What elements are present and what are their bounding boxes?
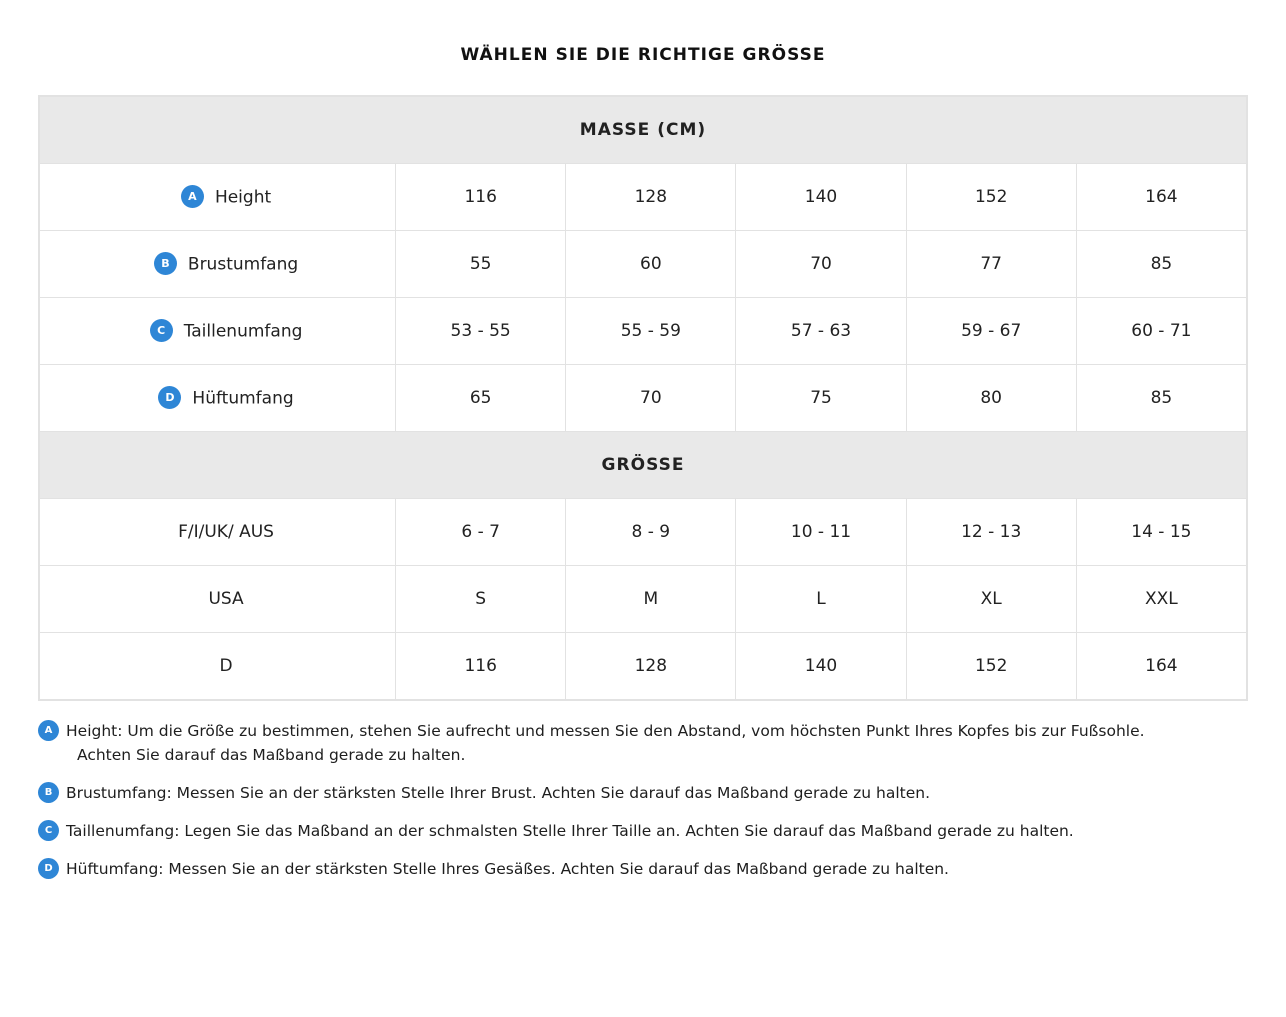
row-label-text: Hüftumfang xyxy=(192,388,294,408)
badge-c-icon: C xyxy=(150,319,173,342)
cell-value: M xyxy=(566,566,736,633)
badge-b-icon: B xyxy=(154,252,177,275)
cell-value: 65 xyxy=(396,365,566,432)
page-title: WÄHLEN SIE DIE RICHTIGE GRÖSSE xyxy=(460,45,826,65)
table-row xyxy=(40,566,1247,633)
badge-d-icon: D xyxy=(38,858,59,879)
cell-value: 85 xyxy=(1076,365,1246,432)
cell-value: 116 xyxy=(396,633,566,700)
note-a xyxy=(38,719,1248,767)
row-label-text: Height xyxy=(214,187,272,207)
badge-a-icon: A xyxy=(38,720,59,741)
row-label-text: Taillenumfang xyxy=(183,321,303,341)
cell-value: 59 - 67 xyxy=(906,298,1076,365)
size-guide-page xyxy=(0,45,1286,1017)
cell-value: 152 xyxy=(906,633,1076,700)
measurements-section-header: MASSE (CM) xyxy=(40,97,1247,164)
note-line: Brustumfang: Messen Sie an der stärksten Stelle Ihrer Brust. Achten Sie darauf das Maßband gerade zu halten. xyxy=(66,784,931,803)
row-label-usa: USA xyxy=(40,566,396,633)
cell-value: 14 - 15 xyxy=(1076,499,1246,566)
note-text xyxy=(66,819,1248,843)
note-line: Taillenumfang: Legen Sie das Maßband an der schmalsten Stelle Ihrer Taille an. Achten Sie darauf das Maßband gerade zu halten. xyxy=(66,822,1074,841)
measurement-notes xyxy=(38,719,1248,881)
cell-value: 128 xyxy=(566,164,736,231)
row-label-taillenumfang xyxy=(40,298,396,365)
cell-value: 164 xyxy=(1076,164,1246,231)
cell-value: 55 - 59 xyxy=(566,298,736,365)
cell-value: 6 - 7 xyxy=(396,499,566,566)
row-label-brustumfang xyxy=(40,231,396,298)
note-line-continued: Achten Sie darauf das Maßband gerade zu halten. xyxy=(77,746,466,765)
cell-value: 164 xyxy=(1076,633,1246,700)
row-label-text: Brustumfang xyxy=(187,254,299,274)
table-row xyxy=(40,298,1247,365)
size-chart-table xyxy=(39,96,1247,700)
section-header-row xyxy=(40,432,1247,499)
cell-value: 70 xyxy=(736,231,906,298)
badge-c-icon: C xyxy=(38,820,59,841)
table-row xyxy=(40,633,1247,700)
cell-value: 60 xyxy=(566,231,736,298)
table-row xyxy=(40,231,1247,298)
cell-value: 53 - 55 xyxy=(396,298,566,365)
section-header-row xyxy=(40,97,1247,164)
cell-value: 77 xyxy=(906,231,1076,298)
cell-value: 116 xyxy=(396,164,566,231)
cell-value: XXL xyxy=(1076,566,1246,633)
cell-value: 80 xyxy=(906,365,1076,432)
note-line: Height: Um die Größe zu bestimmen, stehen Sie aufrecht und messen Sie den Abstand, vom höchsten Punkt Ihres Kopfes bis zur Fußsohle. xyxy=(66,722,1145,740)
note-text xyxy=(66,719,1248,767)
cell-value: 140 xyxy=(736,633,906,700)
cell-value: 57 - 63 xyxy=(736,298,906,365)
cell-value: 60 - 71 xyxy=(1076,298,1246,365)
row-label-d: D xyxy=(40,633,396,700)
cell-value: 75 xyxy=(736,365,906,432)
row-label-fiukaus: F/I/UK/ AUS xyxy=(40,499,396,566)
size-chart-table-wrapper xyxy=(38,95,1248,701)
note-d xyxy=(38,857,1248,881)
note-text xyxy=(66,781,1248,805)
badge-a-icon: A xyxy=(181,185,204,208)
row-label-height xyxy=(40,164,396,231)
sizes-section-header: GRÖSSE xyxy=(40,432,1247,499)
cell-value: 70 xyxy=(566,365,736,432)
table-row xyxy=(40,365,1247,432)
cell-value: 12 - 13 xyxy=(906,499,1076,566)
cell-value: L xyxy=(736,566,906,633)
cell-value: 8 - 9 xyxy=(566,499,736,566)
cell-value: 128 xyxy=(566,633,736,700)
cell-value: 55 xyxy=(396,231,566,298)
badge-b-icon: B xyxy=(38,782,59,803)
cell-value: 85 xyxy=(1076,231,1246,298)
note-line: Hüftumfang: Messen Sie an der stärksten Stelle Ihres Gesäßes. Achten Sie darauf das Maßband gerade zu halten. xyxy=(66,860,949,879)
table-row xyxy=(40,164,1247,231)
note-c xyxy=(38,819,1248,843)
cell-value: 10 - 11 xyxy=(736,499,906,566)
cell-value: 140 xyxy=(736,164,906,231)
cell-value: XL xyxy=(906,566,1076,633)
cell-value: 152 xyxy=(906,164,1076,231)
badge-d-icon: D xyxy=(158,386,181,409)
cell-value: S xyxy=(396,566,566,633)
table-row xyxy=(40,499,1247,566)
note-b xyxy=(38,781,1248,805)
row-label-hueftumfang xyxy=(40,365,396,432)
note-text xyxy=(66,857,1248,881)
